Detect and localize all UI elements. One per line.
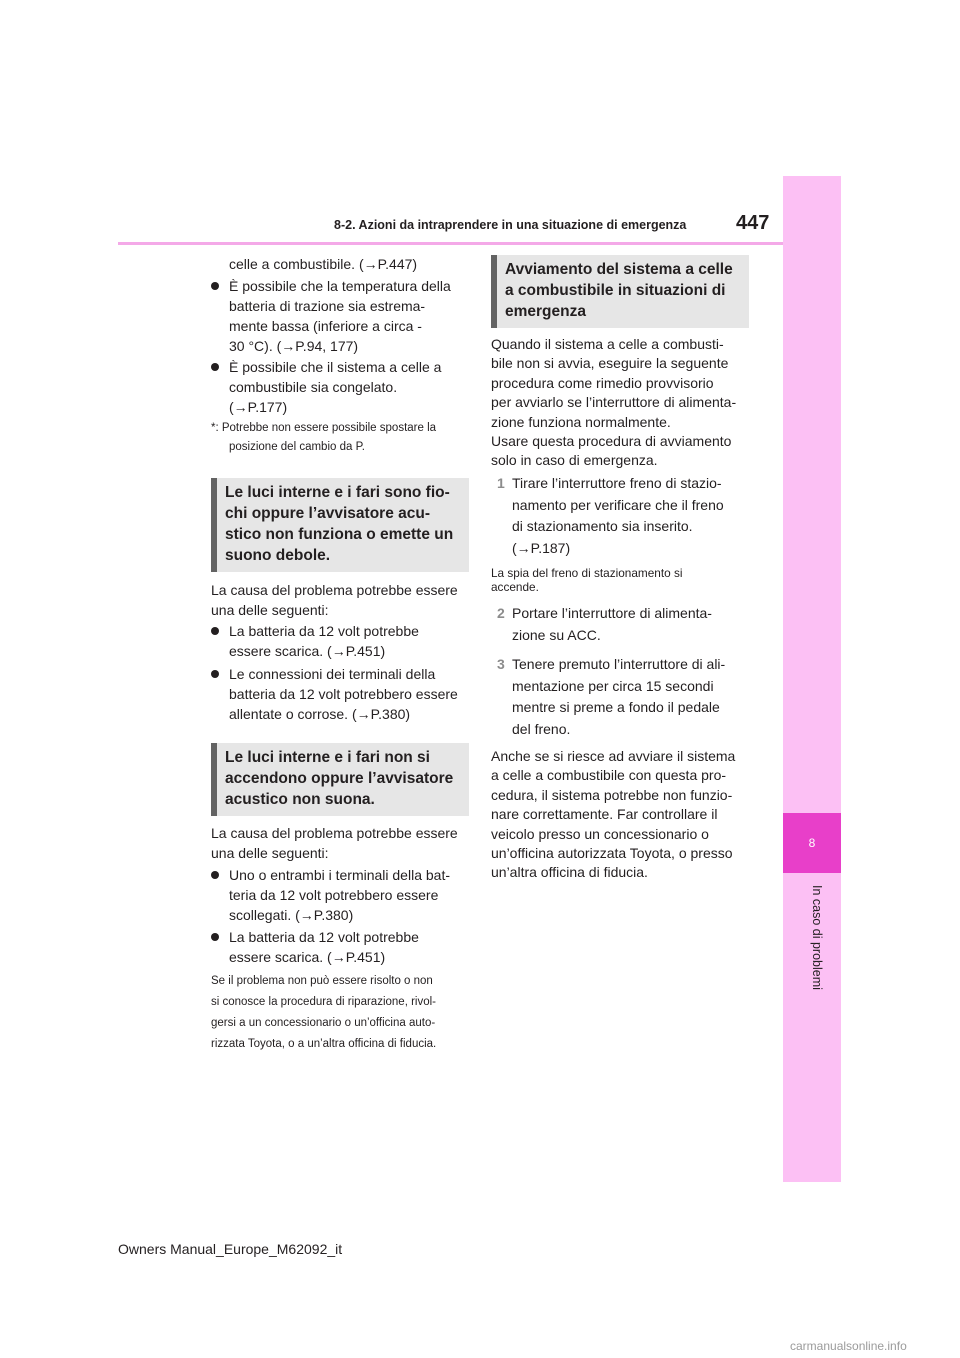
header-rule [118,242,783,245]
intro-bullet: È possibile che la temperatura della batteria di trazione sia estrema- mente bassa (inferiore a circa - 30 °C). (→P.94, 177) [229,276,451,356]
section-title: 8-2. Azioni da intraprendere in una situazione di emergenza [334,218,687,232]
cause-text: La causa del problema potrebbe essere una delle seguenti: [211,825,458,861]
bullet-icon [211,363,219,371]
footnote: *: Potrebbe non essere possibile spostare la posizione del cambio da P. [211,422,437,453]
cause-bullet: La batteria da 12 volt potrebbe essere scarica. (→P.451) [229,621,419,661]
cause-bullet: La batteria da 12 volt potrebbe essere scarica. (→P.451) [229,927,419,967]
chapter-number: 8 [808,836,816,850]
heading-lights-dim: Le luci interne e i fari sono fio- chi oppure l’avvisatore acu- stico non funziona o emette un suono debole. [211,478,469,572]
intro-bullet: È possibile che il sistema a celle a combustibile sia congelato. (→P.177) [229,357,441,417]
heading-emergency-start: Avviamento del sistema a celle a combustibile in situazioni di emergenza [491,255,749,328]
step-number: 2 [497,605,505,621]
footer-manual-id: Owners Manual_Europe_M62092_it [118,1241,343,1257]
chapter-number-tab[interactable] [783,813,841,873]
intro-continuation: celle a combustibile. (→P.447) [229,256,418,272]
step-number: 3 [497,656,505,672]
cause-text: La causa del problema potrebbe essere una delle seguenti: [211,582,458,618]
emergency-outro: Anche se si riesce ad avviare il sistema a celle a combustibile con questa pro- cedura, il sistema potrebbe non funzio- nare correttamente. Far controllare il veicolo presso un concessionario o un’officina autorizzata Toyota, o presso un’altra officina di fiducia. [491,748,736,881]
step-note: La spia del freno di stazionamento si accende. [491,566,683,594]
bullet-icon [211,627,219,635]
chapter-title: In caso di problemi [810,885,824,990]
page-number: 447 [736,212,770,234]
emergency-intro: Quando il sistema a celle a combusti- bile non si avvia, eseguire la seguente procedura come rimedio provvisorio per avviarlo se l’interruttore di alimenta- zione funziona normalmente. Usare questa procedura di avviamento solo in caso di emergenza. [491,336,737,469]
heading-lights-off: Le luci interne e i fari non si accendono oppure l’avvisatore acustico non suona. [211,743,469,816]
cause-bullet: Uno o entrambi i terminali della bat- teria da 12 volt potrebbero essere scollegati. (→P.380) [229,865,450,925]
bullet-icon [211,871,219,879]
bullet-icon [211,670,219,678]
procedure-step: 2 Portare l’interruttore di alimenta- zione su ACC. [497,605,712,643]
procedure-step: 3 Tenere premuto l’interruttore di ali- mentazione per circa 15 secondi mentre si preme a fondo il pedale del freno. [497,656,726,737]
bullet-icon [211,282,219,290]
procedure-step: 1 Tirare l’interruttore freno di stazio- namento per verificare che il freno di stazionamento sia inserito. (→P.187) [497,475,724,556]
step-number: 1 [497,475,505,491]
bullet-icon [211,933,219,941]
closing-note: Se il problema non può essere risolto o non si conosce la procedura di riparazione, rivol- gersi a un concessionario o un’officina auto- rizzata Toyota, o a un’altra officina di fiducia. [211,975,437,1050]
watermark: carmanualsonline.info [790,1339,907,1353]
cause-bullet: Le connessioni dei terminali della batteria da 12 volt potrebbero essere allentate o corrose. (→P.380) [229,664,458,724]
